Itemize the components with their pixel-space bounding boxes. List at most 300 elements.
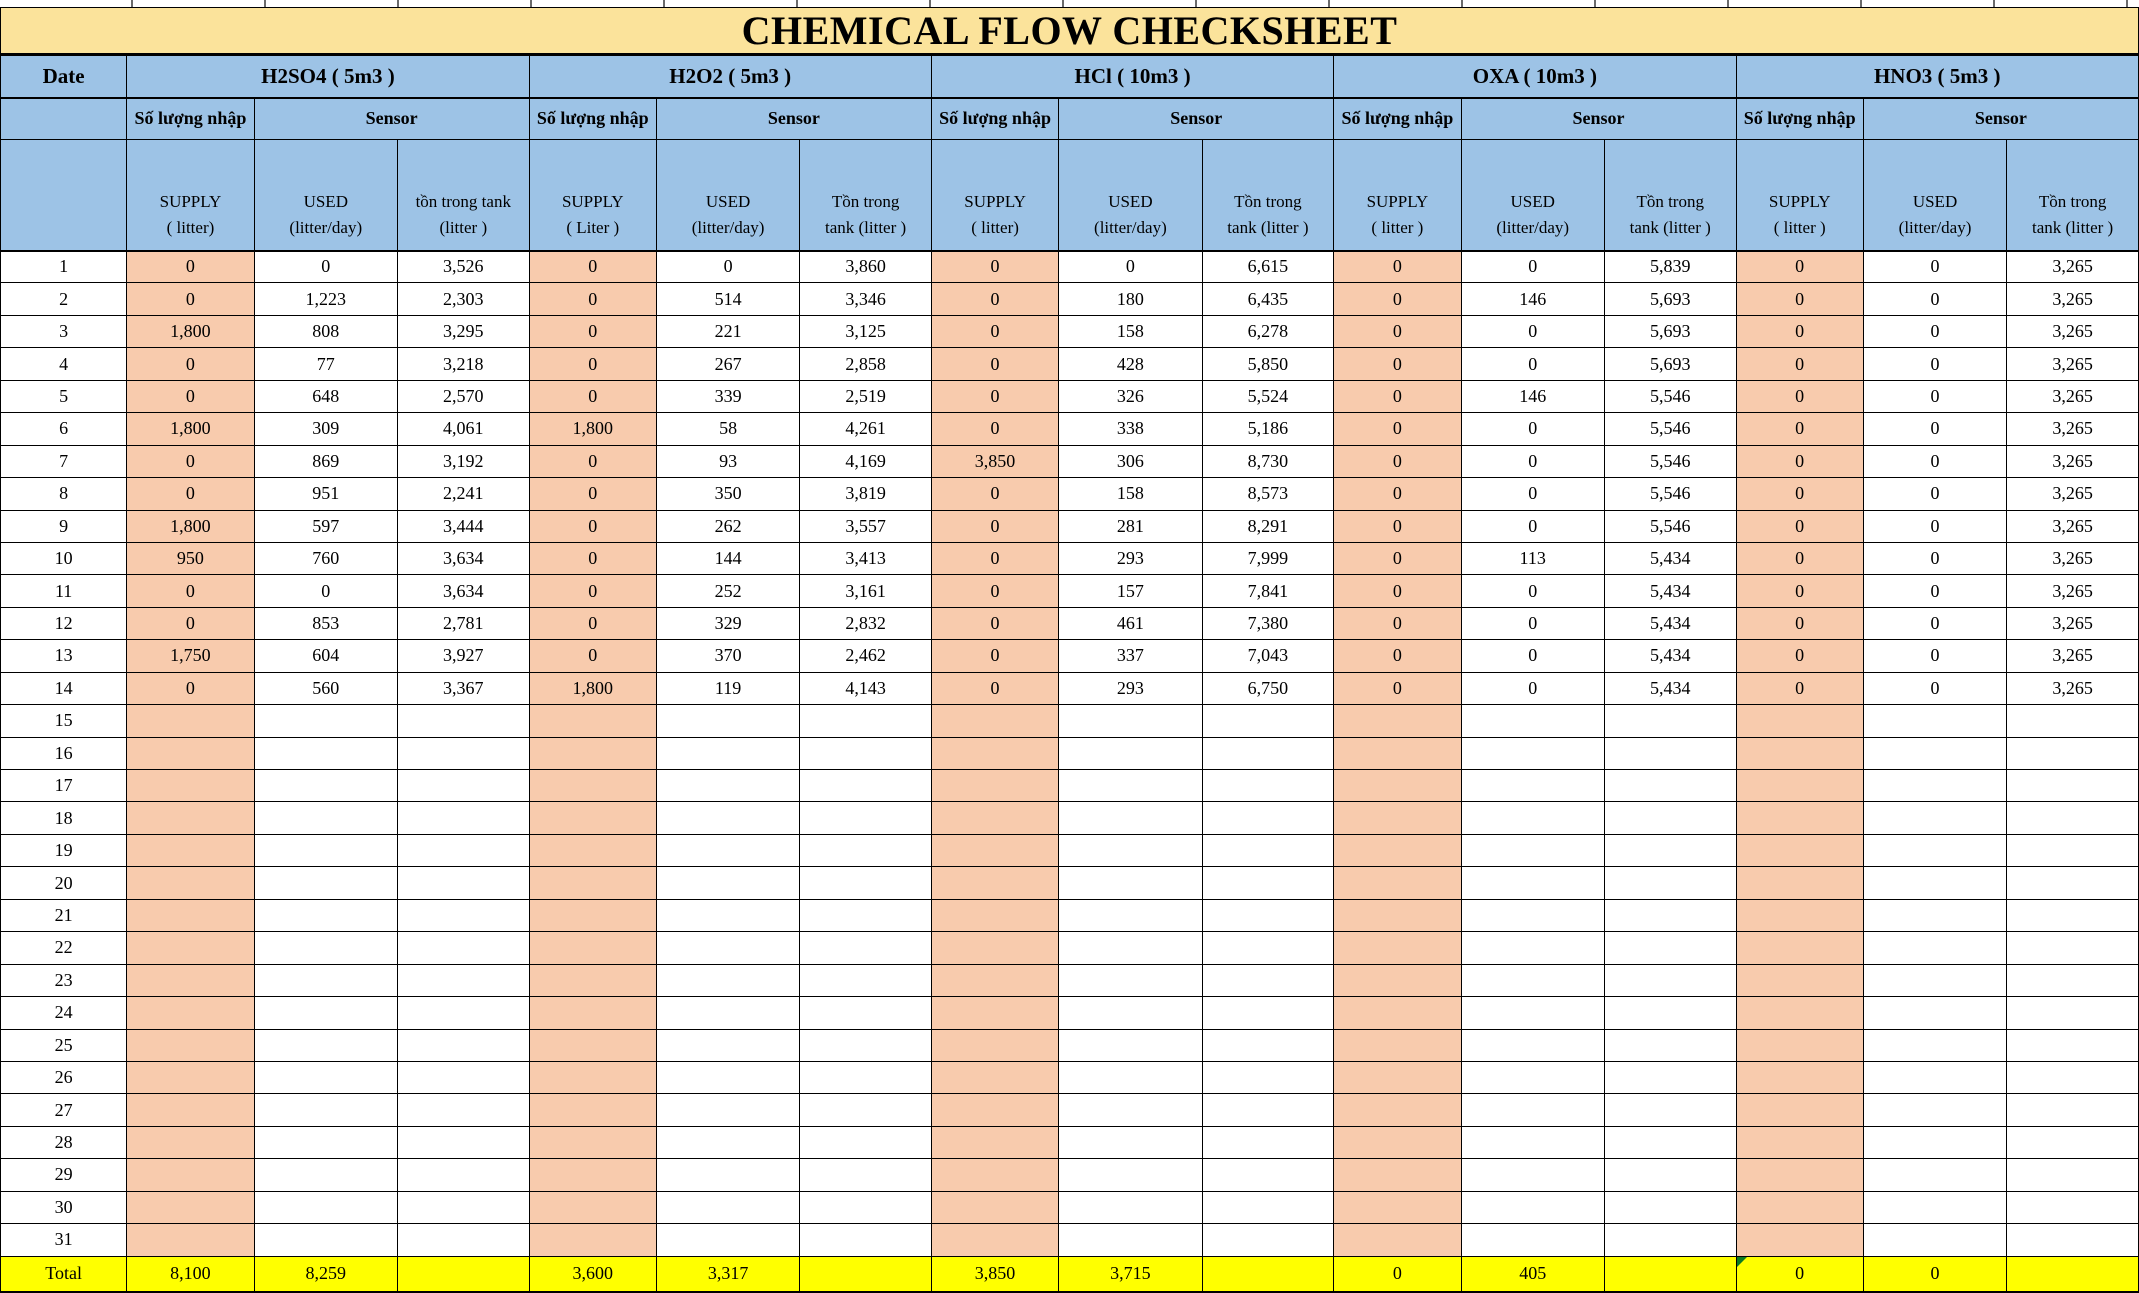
used-cell[interactable] <box>656 932 799 964</box>
supply-cell[interactable]: 0 <box>127 575 254 607</box>
used-cell[interactable]: 0 <box>1863 251 2006 283</box>
date-cell[interactable]: 24 <box>1 997 127 1029</box>
used-cell[interactable]: 760 <box>254 542 397 574</box>
supply-cell[interactable] <box>931 899 1058 931</box>
supply-cell[interactable]: 0 <box>1736 413 1863 445</box>
supply-cell[interactable]: 0 <box>529 510 656 542</box>
tank-cell[interactable] <box>1202 802 1334 834</box>
used-cell[interactable] <box>1059 1126 1202 1158</box>
supply-cell[interactable]: 0 <box>1736 380 1863 412</box>
date-cell[interactable]: 12 <box>1 607 127 639</box>
date-cell[interactable]: 31 <box>1 1224 127 1256</box>
supply-cell[interactable]: 0 <box>931 283 1058 315</box>
supply-cell[interactable] <box>529 867 656 899</box>
tank-cell[interactable] <box>1604 1126 1736 1158</box>
tank-cell[interactable]: 3,265 <box>2007 348 2139 380</box>
tank-cell[interactable] <box>800 964 932 996</box>
used-cell[interactable]: 267 <box>656 348 799 380</box>
used-cell[interactable] <box>254 705 397 737</box>
tank-cell[interactable] <box>397 899 529 931</box>
used-cell[interactable]: 514 <box>656 283 799 315</box>
used-cell[interactable] <box>1461 705 1604 737</box>
used-cell[interactable]: 951 <box>254 478 397 510</box>
supply-cell[interactable] <box>1736 770 1863 802</box>
used-cell[interactable] <box>1461 802 1604 834</box>
supply-cell[interactable]: 0 <box>529 251 656 283</box>
tank-cell[interactable] <box>800 1061 932 1093</box>
supply-cell[interactable] <box>127 1159 254 1191</box>
used-cell[interactable]: 853 <box>254 607 397 639</box>
supply-cell[interactable] <box>529 802 656 834</box>
date-cell[interactable]: 18 <box>1 802 127 834</box>
used-cell[interactable]: 0 <box>1863 348 2006 380</box>
used-cell[interactable]: 77 <box>254 348 397 380</box>
tank-cell[interactable] <box>397 964 529 996</box>
tank-cell[interactable]: 6,435 <box>1202 283 1334 315</box>
total-used-cell[interactable]: 3,715 <box>1059 1256 1202 1292</box>
supply-cell[interactable]: 0 <box>931 672 1058 704</box>
tank-cell[interactable]: 5,693 <box>1604 348 1736 380</box>
supply-cell[interactable] <box>1334 899 1461 931</box>
tank-cell[interactable]: 4,261 <box>800 413 932 445</box>
used-cell[interactable] <box>1059 737 1202 769</box>
tank-cell[interactable] <box>1202 1094 1334 1126</box>
used-cell[interactable]: 0 <box>1863 445 2006 477</box>
tank-cell[interactable] <box>397 1061 529 1093</box>
used-cell[interactable]: 461 <box>1059 607 1202 639</box>
used-cell[interactable] <box>1059 997 1202 1029</box>
used-cell[interactable] <box>1059 964 1202 996</box>
date-cell[interactable]: 10 <box>1 542 127 574</box>
supply-cell[interactable] <box>127 1094 254 1126</box>
used-cell[interactable] <box>656 1159 799 1191</box>
tank-cell[interactable] <box>2007 834 2139 866</box>
date-cell[interactable]: 25 <box>1 1029 127 1061</box>
used-cell[interactable]: 0 <box>1863 283 2006 315</box>
supply-cell[interactable]: 0 <box>1334 283 1461 315</box>
used-cell[interactable] <box>1863 802 2006 834</box>
date-cell[interactable]: 21 <box>1 899 127 931</box>
used-cell[interactable] <box>1863 1094 2006 1126</box>
used-cell[interactable]: 0 <box>1863 510 2006 542</box>
supply-cell[interactable] <box>1334 737 1461 769</box>
total-used-cell[interactable]: 3,317 <box>656 1256 799 1292</box>
supply-cell[interactable]: 1,800 <box>529 672 656 704</box>
date-cell[interactable]: 2 <box>1 283 127 315</box>
tank-cell[interactable]: 4,169 <box>800 445 932 477</box>
tank-cell[interactable]: 5,850 <box>1202 348 1334 380</box>
tank-cell[interactable]: 3,265 <box>2007 445 2139 477</box>
used-cell[interactable] <box>656 1191 799 1223</box>
tank-cell[interactable]: 7,999 <box>1202 542 1334 574</box>
supply-cell[interactable]: 0 <box>529 640 656 672</box>
tank-cell[interactable] <box>1604 867 1736 899</box>
supply-cell[interactable] <box>1334 1061 1461 1093</box>
supply-cell[interactable]: 0 <box>1736 542 1863 574</box>
tank-cell[interactable] <box>397 1224 529 1256</box>
used-cell[interactable] <box>1461 1126 1604 1158</box>
tank-cell[interactable]: 2,781 <box>397 607 529 639</box>
tank-cell[interactable] <box>1202 834 1334 866</box>
supply-cell[interactable] <box>127 932 254 964</box>
tank-cell[interactable] <box>800 770 932 802</box>
tank-cell[interactable] <box>2007 802 2139 834</box>
tank-cell[interactable]: 8,573 <box>1202 478 1334 510</box>
tank-cell[interactable] <box>397 705 529 737</box>
supply-cell[interactable] <box>931 867 1058 899</box>
used-cell[interactable]: 326 <box>1059 380 1202 412</box>
supply-cell[interactable] <box>127 1061 254 1093</box>
used-cell[interactable] <box>656 1224 799 1256</box>
used-cell[interactable]: 648 <box>254 380 397 412</box>
total-supply-cell[interactable]: 8,100 <box>127 1256 254 1292</box>
supply-cell[interactable]: 0 <box>1334 445 1461 477</box>
tank-cell[interactable]: 5,434 <box>1604 672 1736 704</box>
used-cell[interactable] <box>1863 899 2006 931</box>
used-cell[interactable] <box>254 964 397 996</box>
supply-cell[interactable]: 0 <box>1334 315 1461 347</box>
supply-cell[interactable]: 1,800 <box>127 413 254 445</box>
supply-cell[interactable]: 0 <box>1736 640 1863 672</box>
tank-cell[interactable] <box>397 834 529 866</box>
date-cell[interactable]: 27 <box>1 1094 127 1126</box>
tank-cell[interactable] <box>1202 1159 1334 1191</box>
supply-cell[interactable]: 0 <box>1334 380 1461 412</box>
used-cell[interactable]: 0 <box>1461 315 1604 347</box>
used-cell[interactable]: 158 <box>1059 478 1202 510</box>
used-cell[interactable] <box>656 1094 799 1126</box>
supply-cell[interactable] <box>529 705 656 737</box>
tank-cell[interactable]: 3,634 <box>397 542 529 574</box>
supply-cell[interactable]: 0 <box>1334 478 1461 510</box>
supply-cell[interactable] <box>1736 1029 1863 1061</box>
supply-cell[interactable] <box>931 997 1058 1029</box>
tank-cell[interactable]: 5,434 <box>1604 640 1736 672</box>
supply-cell[interactable] <box>1736 932 1863 964</box>
tank-cell[interactable] <box>1604 802 1736 834</box>
used-cell[interactable] <box>656 899 799 931</box>
tank-cell[interactable]: 2,858 <box>800 348 932 380</box>
supply-cell[interactable] <box>1736 834 1863 866</box>
used-cell[interactable] <box>1863 737 2006 769</box>
tank-cell[interactable]: 3,526 <box>397 251 529 283</box>
used-cell[interactable]: 0 <box>1461 672 1604 704</box>
supply-cell[interactable]: 0 <box>127 380 254 412</box>
supply-cell[interactable]: 0 <box>529 478 656 510</box>
tank-cell[interactable]: 3,218 <box>397 348 529 380</box>
total-tank-cell[interactable] <box>2007 1256 2139 1292</box>
total-supply-cell[interactable]: 3,850 <box>931 1256 1058 1292</box>
supply-cell[interactable] <box>529 1061 656 1093</box>
tank-cell[interactable] <box>1604 997 1736 1029</box>
date-cell[interactable]: 13 <box>1 640 127 672</box>
used-cell[interactable] <box>656 802 799 834</box>
tank-cell[interactable] <box>800 899 932 931</box>
tank-cell[interactable] <box>2007 899 2139 931</box>
date-cell[interactable]: 3 <box>1 315 127 347</box>
used-cell[interactable] <box>1863 997 2006 1029</box>
used-cell[interactable] <box>254 1126 397 1158</box>
used-cell[interactable]: 221 <box>656 315 799 347</box>
used-cell[interactable] <box>1863 932 2006 964</box>
tank-cell[interactable] <box>800 932 932 964</box>
tank-cell[interactable]: 5,839 <box>1604 251 1736 283</box>
supply-cell[interactable]: 0 <box>1736 283 1863 315</box>
tank-cell[interactable] <box>397 770 529 802</box>
used-cell[interactable]: 0 <box>1461 607 1604 639</box>
tank-cell[interactable] <box>1202 867 1334 899</box>
used-cell[interactable] <box>254 1061 397 1093</box>
supply-cell[interactable]: 0 <box>1334 542 1461 574</box>
supply-cell[interactable]: 0 <box>1736 348 1863 380</box>
used-cell[interactable]: 337 <box>1059 640 1202 672</box>
supply-cell[interactable] <box>529 737 656 769</box>
tank-cell[interactable]: 2,832 <box>800 607 932 639</box>
total-supply-cell[interactable]: 3,600 <box>529 1256 656 1292</box>
date-cell[interactable]: 15 <box>1 705 127 737</box>
tank-cell[interactable]: 3,125 <box>800 315 932 347</box>
tank-cell[interactable] <box>2007 770 2139 802</box>
used-cell[interactable]: 58 <box>656 413 799 445</box>
supply-cell[interactable] <box>1334 932 1461 964</box>
used-cell[interactable] <box>1461 737 1604 769</box>
used-cell[interactable]: 560 <box>254 672 397 704</box>
tank-cell[interactable] <box>800 1029 932 1061</box>
tank-cell[interactable]: 5,546 <box>1604 380 1736 412</box>
tank-cell[interactable] <box>397 997 529 1029</box>
supply-cell[interactable]: 0 <box>529 348 656 380</box>
tank-cell[interactable] <box>397 1029 529 1061</box>
date-cell[interactable]: 23 <box>1 964 127 996</box>
used-cell[interactable] <box>1059 1224 1202 1256</box>
supply-cell[interactable]: 0 <box>1334 640 1461 672</box>
tank-cell[interactable] <box>1202 1191 1334 1223</box>
used-cell[interactable] <box>1461 964 1604 996</box>
used-cell[interactable]: 597 <box>254 510 397 542</box>
tank-cell[interactable] <box>1604 1029 1736 1061</box>
tank-cell[interactable] <box>800 705 932 737</box>
used-cell[interactable] <box>1059 932 1202 964</box>
supply-cell[interactable] <box>529 1224 656 1256</box>
tank-cell[interactable] <box>1202 705 1334 737</box>
supply-cell[interactable] <box>1736 964 1863 996</box>
supply-cell[interactable]: 0 <box>127 672 254 704</box>
used-cell[interactable] <box>1059 867 1202 899</box>
total-tank-cell[interactable] <box>1604 1256 1736 1292</box>
tank-cell[interactable]: 5,693 <box>1604 283 1736 315</box>
tank-cell[interactable] <box>1604 1061 1736 1093</box>
supply-cell[interactable]: 1,800 <box>127 510 254 542</box>
tank-cell[interactable]: 3,192 <box>397 445 529 477</box>
supply-cell[interactable] <box>127 964 254 996</box>
used-cell[interactable] <box>1059 770 1202 802</box>
tank-cell[interactable] <box>800 867 932 899</box>
total-used-cell[interactable]: 405 <box>1461 1256 1604 1292</box>
date-cell[interactable]: 8 <box>1 478 127 510</box>
used-cell[interactable] <box>1059 1191 1202 1223</box>
tank-cell[interactable]: 5,546 <box>1604 510 1736 542</box>
supply-cell[interactable] <box>931 1029 1058 1061</box>
tank-cell[interactable] <box>1604 1224 1736 1256</box>
tank-cell[interactable]: 2,570 <box>397 380 529 412</box>
supply-cell[interactable] <box>1736 1061 1863 1093</box>
tank-cell[interactable]: 3,927 <box>397 640 529 672</box>
tank-cell[interactable] <box>2007 1224 2139 1256</box>
supply-cell[interactable] <box>1736 899 1863 931</box>
tank-cell[interactable]: 3,265 <box>2007 607 2139 639</box>
used-cell[interactable] <box>254 1191 397 1223</box>
used-cell[interactable] <box>1461 834 1604 866</box>
used-cell[interactable] <box>1863 1191 2006 1223</box>
tank-cell[interactable] <box>1202 1126 1334 1158</box>
supply-cell[interactable]: 0 <box>931 640 1058 672</box>
date-cell[interactable]: 20 <box>1 867 127 899</box>
supply-cell[interactable] <box>529 1159 656 1191</box>
used-cell[interactable] <box>1863 1029 2006 1061</box>
tank-cell[interactable] <box>800 1094 932 1126</box>
used-cell[interactable] <box>1461 1029 1604 1061</box>
used-cell[interactable] <box>1461 867 1604 899</box>
supply-cell[interactable] <box>1334 705 1461 737</box>
used-cell[interactable] <box>1461 1061 1604 1093</box>
supply-cell[interactable] <box>529 1126 656 1158</box>
tank-cell[interactable]: 8,730 <box>1202 445 1334 477</box>
tank-cell[interactable]: 6,750 <box>1202 672 1334 704</box>
supply-cell[interactable]: 950 <box>127 542 254 574</box>
used-cell[interactable] <box>656 867 799 899</box>
tank-cell[interactable]: 5,434 <box>1604 607 1736 639</box>
tank-cell[interactable] <box>800 1224 932 1256</box>
used-cell[interactable]: 0 <box>254 575 397 607</box>
tank-cell[interactable] <box>1604 899 1736 931</box>
used-cell[interactable] <box>656 1061 799 1093</box>
tank-cell[interactable] <box>800 997 932 1029</box>
supply-cell[interactable]: 0 <box>1334 413 1461 445</box>
used-cell[interactable]: 146 <box>1461 380 1604 412</box>
used-cell[interactable] <box>1059 1029 1202 1061</box>
date-cell[interactable]: 11 <box>1 575 127 607</box>
total-supply-cell[interactable]: 0 <box>1736 1256 1863 1292</box>
tank-cell[interactable]: 3,634 <box>397 575 529 607</box>
supply-cell[interactable] <box>127 997 254 1029</box>
supply-cell[interactable]: 1,750 <box>127 640 254 672</box>
supply-cell[interactable]: 0 <box>1334 510 1461 542</box>
supply-cell[interactable] <box>1736 867 1863 899</box>
used-cell[interactable]: 252 <box>656 575 799 607</box>
used-cell[interactable] <box>254 737 397 769</box>
used-cell[interactable] <box>1863 867 2006 899</box>
used-cell[interactable]: 158 <box>1059 315 1202 347</box>
supply-cell[interactable] <box>127 1191 254 1223</box>
tank-cell[interactable]: 3,265 <box>2007 510 2139 542</box>
tank-cell[interactable] <box>800 1126 932 1158</box>
used-cell[interactable]: 0 <box>1863 640 2006 672</box>
supply-cell[interactable] <box>127 867 254 899</box>
supply-cell[interactable] <box>1736 737 1863 769</box>
tank-cell[interactable]: 2,303 <box>397 283 529 315</box>
used-cell[interactable]: 329 <box>656 607 799 639</box>
supply-cell[interactable] <box>127 737 254 769</box>
supply-cell[interactable] <box>1334 867 1461 899</box>
tank-cell[interactable] <box>1604 705 1736 737</box>
supply-cell[interactable]: 0 <box>931 542 1058 574</box>
date-cell[interactable]: 14 <box>1 672 127 704</box>
supply-cell[interactable] <box>1736 1094 1863 1126</box>
used-cell[interactable]: 119 <box>656 672 799 704</box>
supply-cell[interactable] <box>127 1029 254 1061</box>
tank-cell[interactable]: 5,434 <box>1604 575 1736 607</box>
supply-cell[interactable]: 0 <box>1736 575 1863 607</box>
supply-cell[interactable]: 0 <box>1736 607 1863 639</box>
supply-cell[interactable]: 0 <box>1736 672 1863 704</box>
used-cell[interactable] <box>1461 1159 1604 1191</box>
date-cell[interactable]: 22 <box>1 932 127 964</box>
used-cell[interactable] <box>1059 1159 1202 1191</box>
supply-cell[interactable]: 0 <box>1334 251 1461 283</box>
date-cell[interactable]: 28 <box>1 1126 127 1158</box>
date-cell[interactable]: 9 <box>1 510 127 542</box>
used-cell[interactable] <box>656 997 799 1029</box>
supply-cell[interactable] <box>1334 1029 1461 1061</box>
supply-cell[interactable] <box>931 737 1058 769</box>
supply-cell[interactable]: 0 <box>127 283 254 315</box>
used-cell[interactable]: 0 <box>1461 575 1604 607</box>
used-cell[interactable] <box>656 705 799 737</box>
supply-cell[interactable]: 0 <box>931 413 1058 445</box>
supply-cell[interactable]: 0 <box>931 251 1058 283</box>
tank-cell[interactable] <box>397 932 529 964</box>
total-tank-cell[interactable] <box>1202 1256 1334 1292</box>
tank-cell[interactable]: 3,557 <box>800 510 932 542</box>
used-cell[interactable]: 0 <box>1863 380 2006 412</box>
supply-cell[interactable] <box>1334 802 1461 834</box>
tank-cell[interactable]: 3,367 <box>397 672 529 704</box>
used-cell[interactable] <box>1059 705 1202 737</box>
used-cell[interactable] <box>254 867 397 899</box>
used-cell[interactable]: 293 <box>1059 672 1202 704</box>
used-cell[interactable]: 0 <box>656 251 799 283</box>
tank-cell[interactable]: 5,186 <box>1202 413 1334 445</box>
total-used-cell[interactable]: 8,259 <box>254 1256 397 1292</box>
supply-cell[interactable]: 0 <box>931 510 1058 542</box>
tank-cell[interactable] <box>800 1191 932 1223</box>
tank-cell[interactable]: 3,265 <box>2007 575 2139 607</box>
used-cell[interactable]: 339 <box>656 380 799 412</box>
supply-cell[interactable] <box>529 834 656 866</box>
used-cell[interactable]: 0 <box>1461 413 1604 445</box>
tank-cell[interactable]: 3,265 <box>2007 251 2139 283</box>
used-cell[interactable] <box>254 1224 397 1256</box>
supply-cell[interactable] <box>1736 1159 1863 1191</box>
tank-cell[interactable]: 3,265 <box>2007 413 2139 445</box>
used-cell[interactable] <box>254 1029 397 1061</box>
tank-cell[interactable]: 3,161 <box>800 575 932 607</box>
tank-cell[interactable] <box>2007 932 2139 964</box>
used-cell[interactable] <box>254 802 397 834</box>
tank-cell[interactable] <box>397 737 529 769</box>
used-cell[interactable] <box>1461 899 1604 931</box>
tank-cell[interactable] <box>1202 932 1334 964</box>
supply-cell[interactable] <box>1334 1159 1461 1191</box>
used-cell[interactable] <box>1059 1094 1202 1126</box>
supply-cell[interactable] <box>529 770 656 802</box>
used-cell[interactable]: 146 <box>1461 283 1604 315</box>
used-cell[interactable] <box>254 899 397 931</box>
tank-cell[interactable] <box>800 802 932 834</box>
supply-cell[interactable]: 0 <box>1736 478 1863 510</box>
tank-cell[interactable] <box>2007 705 2139 737</box>
tank-cell[interactable] <box>2007 964 2139 996</box>
